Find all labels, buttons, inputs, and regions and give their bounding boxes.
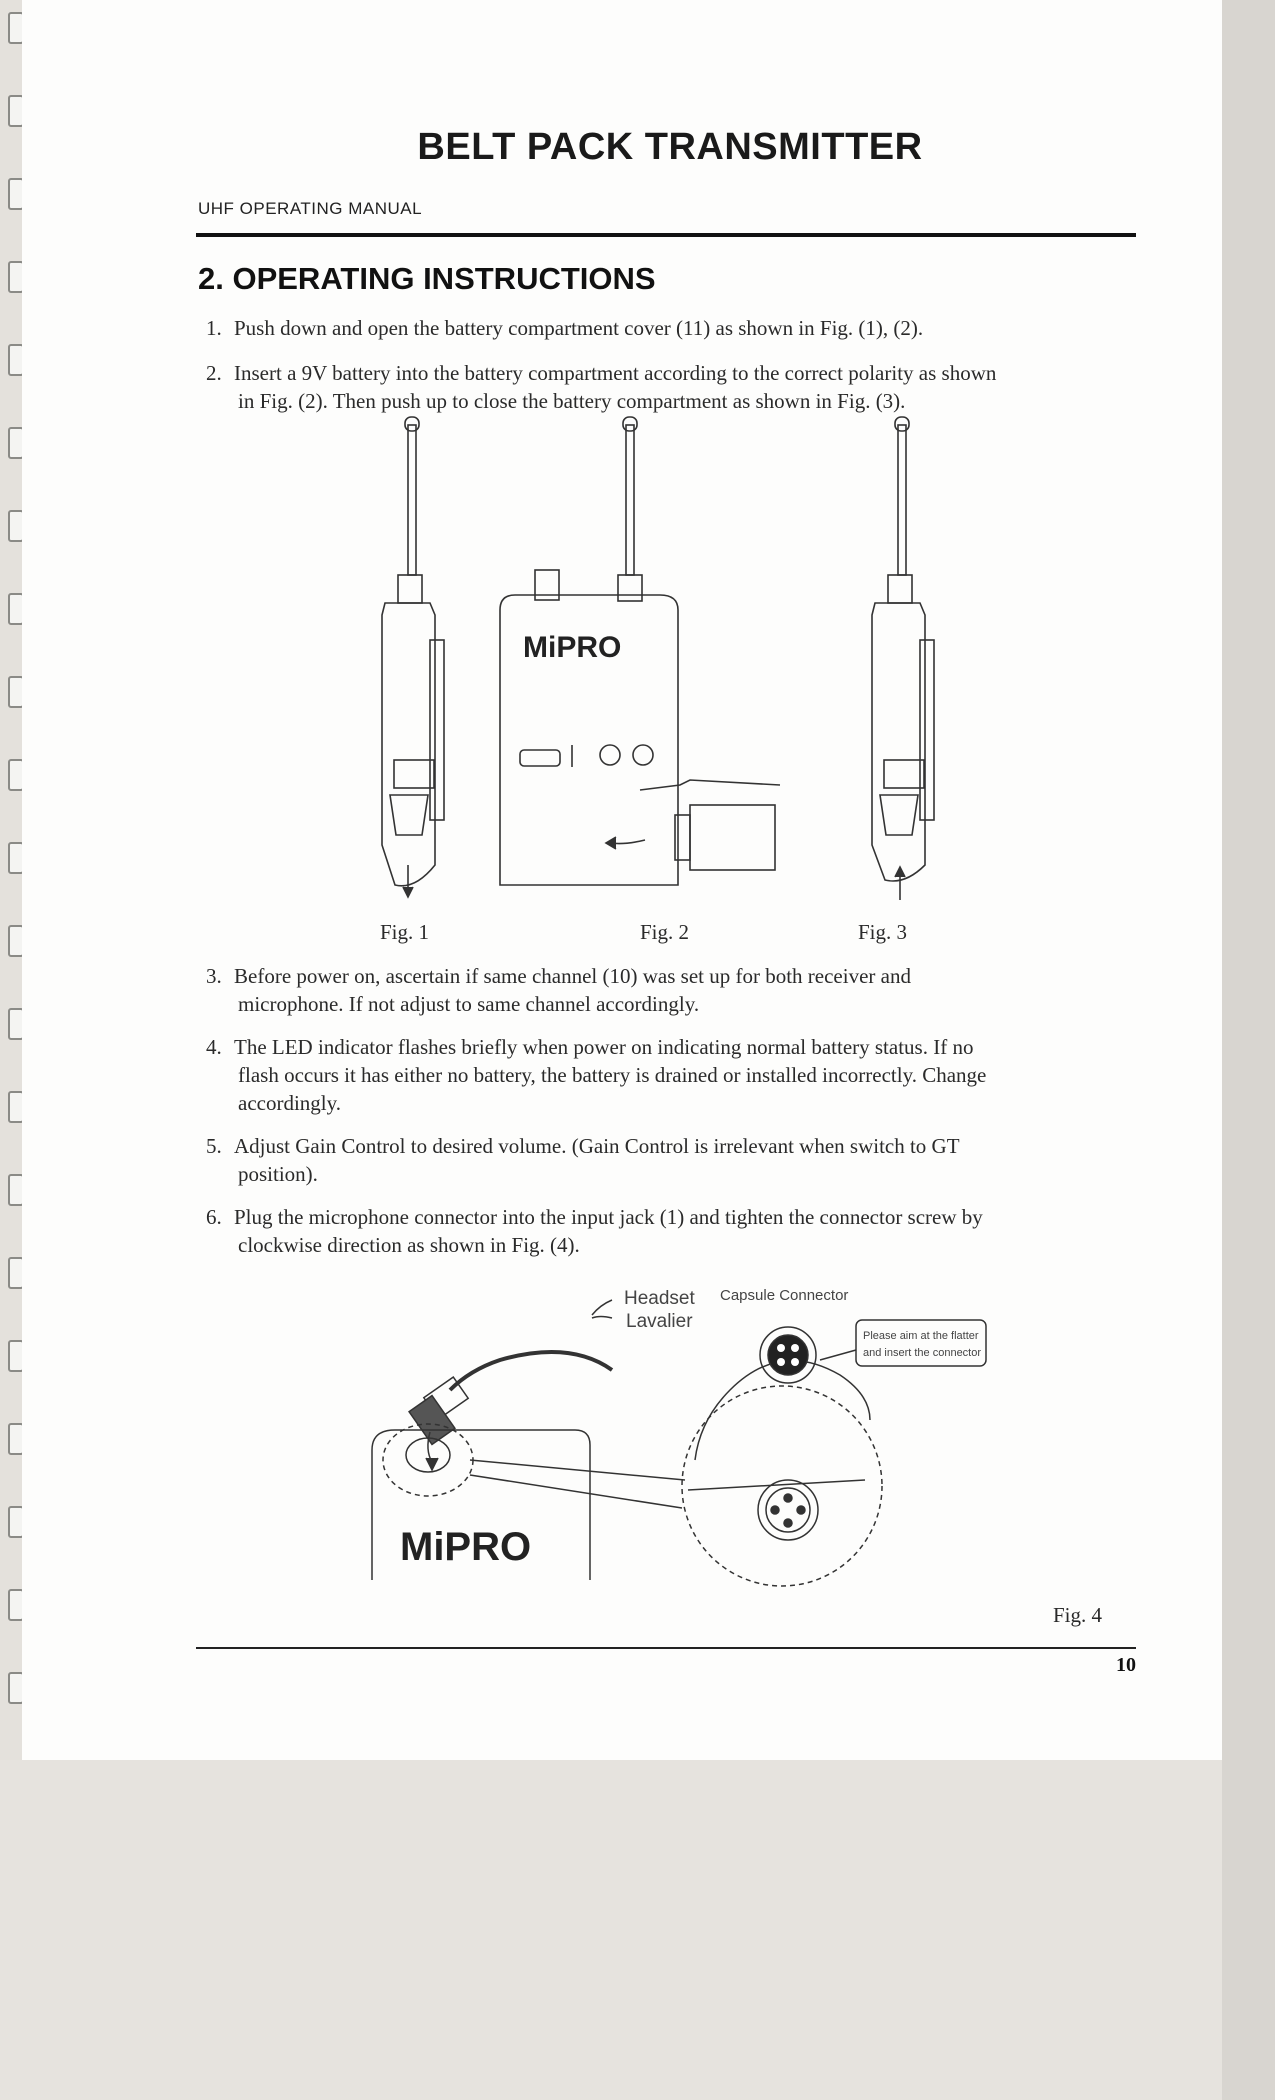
figures-1-3-illustration [360,415,960,900]
footer-rule [196,1647,1136,1649]
step-1 [206,314,1136,342]
fig2-label: Fig. 2 [640,920,690,944]
lavalier-label: Lavalier [626,1311,693,1332]
step-text-continued: flash occurs it has either no battery, the battery is drained or installed incorrectly. Change [238,1063,987,1087]
capsule-connector-label: Capsule Connector [720,1287,849,1304]
fig4-label: Fig. 4 [1053,1603,1103,1627]
step-number: 5. [206,1134,222,1158]
step-text: The LED indicator flashes briefly when power on indicating normal battery status. If no [234,1035,974,1059]
step-text: Insert a 9V battery into the battery compartment according to the correct polarity as shown [234,361,997,385]
step-text: Before power on, ascertain if same channel (10) was set up for both receiver and [234,964,911,988]
step-text-continued: microphone. If not adjust to same channel accordingly. [238,992,700,1016]
step-4 [206,1033,1136,1117]
step-text: Push down and open the battery compartment cover (11) as shown in Fig. (1), (2). [234,316,924,340]
step-number: 1. [206,316,222,340]
step-2 [206,359,1136,415]
callout-line-1: Please aim at the flatter [863,1330,979,1342]
page-number: 10 [1116,1654,1136,1676]
background-surface [0,1760,1222,2100]
step-text-continued: in Fig. (2). Then push up to close the battery compartment as shown in Fig. (3). [238,389,906,413]
fig4-connector-illustration [370,1280,1010,1600]
page-edge [1222,0,1275,2100]
step-number: 6. [206,1205,222,1229]
manual-subtitle: UHF OPERATING MANUAL [198,199,423,218]
brand-logo: MiPRO [400,1525,532,1569]
step-number: 4. [206,1035,222,1059]
step-text-continued: accordingly. [238,1091,342,1115]
fig1-label: Fig. 1 [380,920,430,944]
step-text: Adjust Gain Control to desired volume. (Gain Control is irrelevant when switch to GT [234,1134,960,1158]
step-6 [206,1203,1136,1259]
fig3-transmitter-side-view [872,417,934,900]
brand-logo: MiPRO [523,631,622,664]
step-number: 3. [206,964,222,988]
header-rule [196,233,1136,237]
step-3 [206,962,1136,1018]
callout-line-2: and insert the connector [863,1347,982,1359]
step-5 [206,1132,1136,1188]
step-text-continued: position). [238,1162,318,1186]
fig3-label: Fig. 3 [858,920,908,944]
step-number: 2. [206,361,222,385]
step-text-continued: clockwise direction as shown in Fig. (4). [238,1233,580,1257]
headset-label: Headset [624,1288,695,1309]
document-title: BELT PACK TRANSMITTER [417,126,923,168]
section-heading: 2. OPERATING INSTRUCTIONS [198,261,656,296]
step-text: Plug the microphone connector into the input jack (1) and tighten the connector screw by [234,1205,983,1229]
fig1-transmitter-side-view [382,417,444,897]
